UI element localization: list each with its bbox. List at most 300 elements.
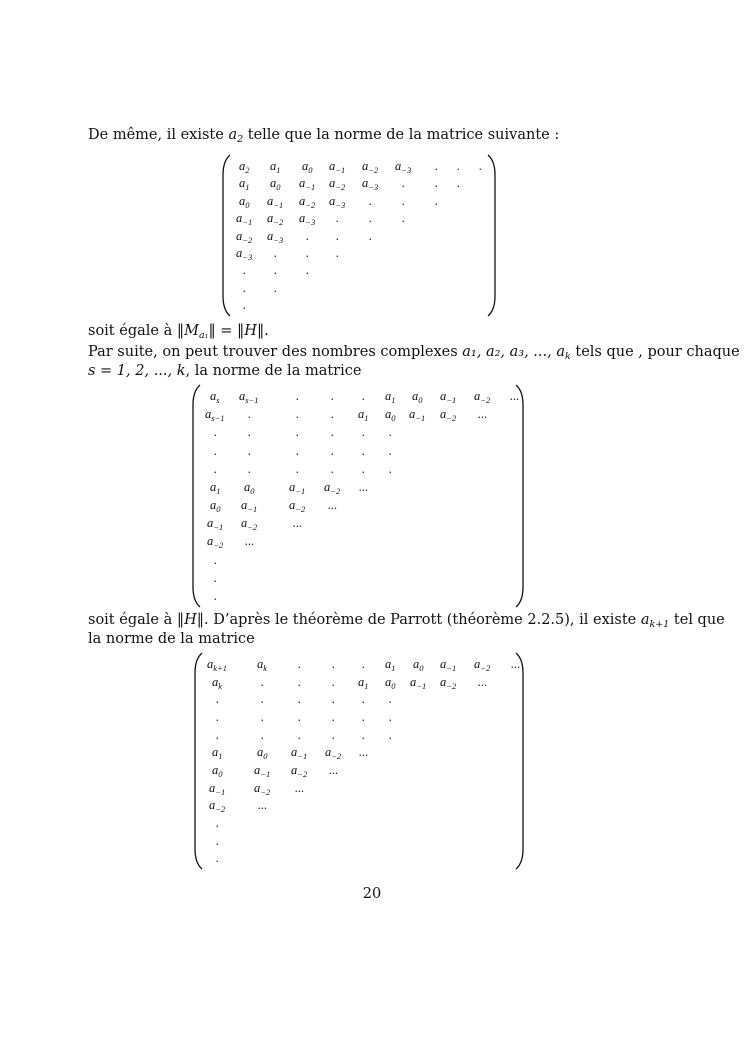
matrix-entry: . — [479, 159, 483, 173]
entry-base: a — [329, 159, 336, 173]
entry-subscript: −1 — [305, 182, 316, 192]
entry-base: a — [236, 211, 243, 225]
right-parenthesis — [516, 385, 523, 607]
entry-subscript: −2 — [297, 769, 308, 779]
matrix-entry: . — [248, 444, 252, 458]
math-expression — [462, 344, 570, 360]
entry-base: a — [207, 534, 214, 548]
entry-subscript: −1 — [242, 217, 253, 227]
entry-subscript: −2 — [247, 522, 258, 532]
entry-base: a — [236, 229, 243, 243]
matrix-entry — [212, 675, 222, 689]
paragraph-line-2 — [88, 323, 658, 340]
page-number: 20 — [362, 886, 382, 902]
matrix-entry — [210, 389, 220, 403]
matrix-entry: . — [216, 851, 220, 865]
entry-base: a — [267, 229, 274, 243]
text-fragment: Par suite, on peut trouver des nombres complexes — [88, 344, 463, 360]
entry-base: a — [212, 763, 219, 777]
entry-subscript: −1 — [416, 681, 427, 691]
right-parenthesis — [488, 155, 495, 316]
text-fragment: soit égale à — [88, 612, 177, 628]
matrix-entry — [210, 498, 221, 512]
matrix-entry: . — [296, 462, 300, 476]
matrix-entry — [299, 176, 315, 190]
matrix-entry — [324, 480, 340, 494]
text-fragment: tel que — [669, 612, 725, 628]
matrix-entry — [440, 407, 456, 421]
entry-subscript: 1 — [364, 413, 369, 423]
entry-subscript: 0 — [263, 751, 268, 761]
matrix-entry: . — [435, 194, 439, 208]
matrix-entry — [254, 763, 270, 777]
matrix-entry: . — [248, 407, 252, 421]
matrix-entry — [257, 745, 268, 759]
entry-base: a — [239, 389, 246, 403]
matrix-entry: . — [298, 728, 302, 742]
matrix-entry — [244, 480, 255, 494]
matrix-entry: . — [306, 246, 310, 260]
entry-base: a — [299, 176, 306, 190]
paragraph-line-1 — [88, 127, 658, 144]
matrix-entry: . — [216, 710, 220, 724]
paragraph-line-4 — [88, 363, 658, 380]
entry-subscript: −2 — [260, 787, 271, 797]
entry-subscript: −1 — [213, 522, 224, 532]
entry-base: a — [239, 194, 246, 208]
entry-base: a — [395, 159, 402, 173]
entry-base: a — [209, 781, 216, 795]
matrix-entry: ... — [295, 781, 305, 795]
matrix-entry: . — [298, 692, 302, 706]
entry-base: a — [385, 407, 392, 421]
text-fragment: . D’après le théorème de Parrott (théorème 2.2.5), il existe — [204, 612, 641, 628]
left-parenthesis — [193, 385, 200, 607]
entry-subscript: −1 — [297, 751, 308, 761]
entry-subscript: −2 — [331, 751, 342, 761]
entry-subscript: 0 — [276, 182, 281, 192]
matrix-entry: . — [243, 263, 247, 277]
text-fragment: De même, il existe — [88, 127, 229, 143]
matrix-entry — [299, 194, 315, 208]
entry-subscript: −1 — [446, 395, 457, 405]
entry-base: a — [291, 745, 298, 759]
entry-subscript: −3 — [273, 235, 284, 245]
matrix-entry — [239, 389, 259, 403]
entry-subscript: −1 — [335, 165, 346, 175]
entry-subscript: 0 — [391, 413, 396, 423]
matrix-entry — [410, 675, 426, 689]
matrix-entry — [291, 745, 307, 759]
matrix-entry: . — [296, 389, 300, 403]
matrix-entry — [385, 675, 396, 689]
entry-subscript: 1 — [391, 395, 396, 405]
entry-base: a — [410, 675, 417, 689]
entry-base: a — [270, 159, 277, 173]
math-subscript: k+1 — [649, 619, 670, 630]
math-subscript: 2 — [237, 134, 244, 145]
matrix-entry: . — [362, 692, 366, 706]
math-expression: ‖H‖ — [176, 612, 204, 628]
matrix-entry: ... — [258, 798, 268, 812]
entry-subscript: −1 — [260, 769, 271, 779]
text-fragment: soit égale à — [88, 323, 177, 339]
entry-subscript: s−1 — [245, 395, 259, 405]
matrix-entry — [362, 159, 378, 173]
entry-base: a — [209, 798, 216, 812]
entry-base: a — [329, 194, 336, 208]
matrix-entry: . — [216, 816, 220, 830]
math-symbol — [641, 612, 669, 628]
matrix-entry — [440, 675, 456, 689]
entry-subscript: −2 — [273, 217, 284, 227]
math-tail: ‖ = ‖H‖ — [208, 323, 265, 339]
entry-subscript: k — [218, 681, 223, 691]
matrix-entry — [236, 211, 252, 225]
matrix-entry: . — [214, 425, 218, 439]
math-base: ‖M — [176, 323, 199, 339]
matrix-entry: ... — [359, 480, 369, 494]
text-fragment: tels que , pour chaque — [570, 344, 740, 360]
entry-subscript: 2 — [245, 165, 250, 175]
matrix-entry: . — [214, 444, 218, 458]
entry-base: a — [257, 657, 264, 671]
entry-base: a — [329, 176, 336, 190]
matrix-entry: . — [435, 159, 439, 173]
entry-base: a — [289, 480, 296, 494]
matrix-entry — [385, 657, 396, 671]
entry-base: a — [241, 498, 248, 512]
entry-subscript: 1 — [218, 751, 223, 761]
matrix-entry — [358, 407, 369, 421]
entry-base: a — [440, 407, 447, 421]
math-subscript: a₁ — [198, 330, 209, 341]
matrix-entry — [474, 657, 490, 671]
entry-subscript: s−1 — [211, 413, 225, 423]
matrix-entry — [212, 745, 223, 759]
entry-subscript: 1 — [276, 165, 281, 175]
math-expression: s = 1, 2, ..., k — [88, 363, 186, 379]
matrix-entry — [205, 407, 225, 421]
entry-subscript: −2 — [295, 504, 306, 514]
matrix-entry: ... — [511, 657, 521, 671]
matrix-entry: . — [389, 425, 393, 439]
entry-subscript: 0 — [391, 681, 396, 691]
entry-base: a — [291, 763, 298, 777]
entry-subscript: 0 — [216, 504, 221, 514]
matrix-entry — [209, 781, 225, 795]
entry-subscript: 0 — [250, 486, 255, 496]
entry-subscript: −1 — [415, 413, 426, 423]
math-symbol — [228, 127, 243, 143]
entry-subscript: −2 — [242, 235, 253, 245]
matrix-entry: . — [248, 425, 252, 439]
entry-base: a — [239, 176, 246, 190]
entry-subscript: 0 — [245, 200, 250, 210]
entry-base: a — [207, 657, 214, 671]
matrix-entry — [289, 498, 305, 512]
entry-subscript: −1 — [273, 200, 284, 210]
entry-base: a — [212, 745, 219, 759]
entry-subscript: −1 — [446, 663, 457, 673]
matrix-entry: . — [369, 229, 373, 243]
entry-base: a — [324, 480, 331, 494]
matrix-entry — [329, 194, 345, 208]
matrix-entry — [440, 657, 456, 671]
matrix-entry — [362, 176, 378, 190]
matrix-entry: . — [261, 710, 265, 724]
matrix-entry: . — [362, 425, 366, 439]
matrix-entry — [239, 176, 250, 190]
matrix-entry: . — [389, 692, 393, 706]
matrix-entry: . — [298, 657, 302, 671]
matrix-entry: . — [261, 692, 265, 706]
text-fragment: . — [264, 323, 269, 339]
math-subscript: k — [565, 351, 571, 362]
matrix-entry — [236, 229, 252, 243]
matrix-entry: . — [331, 444, 335, 458]
matrix-entry: . — [362, 389, 366, 403]
entry-base: a — [362, 176, 369, 190]
matrix-entry: . — [402, 176, 406, 190]
entry-base: a — [412, 389, 419, 403]
matrix-entry — [212, 763, 223, 777]
entry-subscript: −3 — [305, 217, 316, 227]
entry-base: a — [212, 675, 219, 689]
matrix-entry: ... — [329, 763, 339, 777]
entry-base: a — [385, 675, 392, 689]
matrix-entry: ... — [478, 407, 488, 421]
matrix-entry: . — [214, 553, 218, 567]
text-fragment: la norme de la matrice — [88, 631, 255, 647]
right-parenthesis — [516, 653, 523, 869]
matrix-entry: . — [298, 675, 302, 689]
matrix-entry: . — [214, 462, 218, 476]
matrix-entry: . — [331, 462, 335, 476]
matrix-brackets — [222, 155, 496, 316]
matrix-1 — [222, 155, 496, 316]
entry-subscript: 0 — [419, 663, 424, 673]
text-fragment: , la norme de la matrice — [185, 363, 362, 379]
entry-subscript: −1 — [295, 486, 306, 496]
math-base: a₁, a₂, a₃, ..., a — [462, 344, 565, 360]
matrix-entry: ... — [478, 675, 488, 689]
matrix-entry — [257, 657, 267, 671]
matrix-entry: ... — [359, 745, 369, 759]
left-parenthesis — [223, 155, 230, 316]
matrix-entry: . — [457, 159, 461, 173]
entry-base: a — [239, 159, 246, 173]
matrix-entry: . — [457, 176, 461, 190]
entry-subscript: k+1 — [213, 663, 228, 673]
matrix-entry — [299, 211, 315, 225]
entry-base: a — [241, 516, 248, 530]
matrix-entry: . — [214, 589, 218, 603]
matrix-entry: . — [296, 444, 300, 458]
matrix-entry: . — [298, 710, 302, 724]
matrix-entry — [207, 516, 223, 530]
entry-base: a — [385, 657, 392, 671]
entry-subscript: −2 — [446, 413, 457, 423]
entry-subscript: −2 — [368, 165, 379, 175]
matrix-entry: . — [362, 462, 366, 476]
matrix-entry — [207, 657, 227, 671]
entry-base: a — [358, 407, 365, 421]
matrix-entry: . — [261, 728, 265, 742]
matrix-entry: . — [261, 675, 265, 689]
matrix-entry — [207, 534, 223, 548]
entry-subscript: −2 — [480, 395, 491, 405]
matrix-entry — [267, 211, 283, 225]
entry-base: a — [325, 745, 332, 759]
matrix-entry: . — [362, 710, 366, 724]
entry-subscript: 0 — [418, 395, 423, 405]
matrix-entry: . — [369, 194, 373, 208]
entry-subscript: −2 — [213, 540, 224, 550]
matrix-entry — [291, 763, 307, 777]
matrix-entry: . — [389, 728, 393, 742]
matrix-entry: . — [214, 571, 218, 585]
entry-base: a — [440, 657, 447, 671]
matrix-entry: . — [306, 263, 310, 277]
entry-subscript: −1 — [247, 504, 258, 514]
matrix-entry: . — [389, 710, 393, 724]
matrix-entry: . — [332, 657, 336, 671]
matrix-entry — [325, 745, 341, 759]
entry-subscript: 1 — [245, 182, 250, 192]
entry-subscript: −3 — [368, 182, 379, 192]
entry-base: a — [302, 159, 309, 173]
entry-subscript: −2 — [480, 663, 491, 673]
matrix-entry: . — [402, 194, 406, 208]
entry-subscript: −3 — [242, 252, 253, 262]
entry-base: a — [474, 389, 481, 403]
entry-base: a — [289, 498, 296, 512]
entry-subscript: −2 — [446, 681, 457, 691]
paragraph-line-5 — [88, 612, 725, 630]
matrix-entry: . — [274, 263, 278, 277]
matrix-entry — [412, 389, 423, 403]
entry-base: a — [254, 763, 261, 777]
matrix-3 — [194, 653, 524, 869]
matrix-entry: . — [332, 692, 336, 706]
entry-subscript: −2 — [330, 486, 341, 496]
matrix-entry — [413, 657, 424, 671]
matrix-entry — [241, 516, 257, 530]
entry-subscript: −3 — [335, 200, 346, 210]
matrix-entry: . — [369, 211, 373, 225]
entry-subscript: 0 — [218, 769, 223, 779]
matrix-entry: . — [331, 407, 335, 421]
matrix-entry — [209, 798, 225, 812]
matrix-entry — [267, 194, 283, 208]
entry-base: a — [362, 159, 369, 173]
matrix-entry — [329, 159, 345, 173]
entry-subscript: −2 — [215, 804, 226, 814]
entry-subscript: 1 — [216, 486, 221, 496]
entry-base: a — [254, 781, 261, 795]
matrix-entry: . — [216, 834, 220, 848]
matrix-entry: . — [243, 281, 247, 295]
entry-subscript: −3 — [401, 165, 412, 175]
matrix-entry — [302, 159, 313, 173]
math-expression — [177, 323, 264, 339]
entry-base: a — [205, 407, 212, 421]
entry-base: a — [210, 480, 217, 494]
matrix-entry: . — [248, 462, 252, 476]
matrix-entry: . — [331, 425, 335, 439]
matrix-entry: ... — [293, 516, 303, 530]
text-fragment: telle que la norme de la matrice suivante : — [243, 127, 560, 143]
matrix-entry: . — [362, 657, 366, 671]
entry-base: a — [210, 389, 217, 403]
entry-base: a — [413, 657, 420, 671]
matrix-entry — [358, 675, 369, 689]
entry-base: a — [257, 745, 264, 759]
entry-base: a — [207, 516, 214, 530]
entry-subscript: s — [216, 395, 220, 405]
matrix-entry: . — [336, 246, 340, 260]
matrix-entry: . — [362, 444, 366, 458]
matrix-entry: . — [332, 728, 336, 742]
entry-base: a — [270, 176, 277, 190]
math-base: a — [228, 127, 238, 143]
matrix-entry: . — [336, 211, 340, 225]
matrix-entry — [267, 229, 283, 243]
entry-subscript: −1 — [215, 787, 226, 797]
matrix-entry: . — [402, 211, 406, 225]
matrix-entry: ... — [245, 534, 255, 548]
matrix-entry — [241, 498, 257, 512]
entry-subscript: −2 — [335, 182, 346, 192]
matrix-entry: ... — [510, 389, 520, 403]
entry-base: a — [409, 407, 416, 421]
matrix-entry: . — [331, 389, 335, 403]
matrix-entry: . — [243, 298, 247, 312]
entry-base: a — [299, 211, 306, 225]
entry-base: a — [210, 498, 217, 512]
matrix-entry — [239, 194, 250, 208]
matrix-entry — [409, 407, 425, 421]
entry-base: a — [440, 675, 447, 689]
matrix-entry: ... — [328, 498, 338, 512]
entry-base: a — [474, 657, 481, 671]
entry-base: a — [358, 675, 365, 689]
math-base: a — [640, 612, 650, 628]
matrix-entry: . — [296, 407, 300, 421]
entry-base: a — [267, 211, 274, 225]
matrix-entry — [270, 176, 281, 190]
matrix-entry: . — [389, 444, 393, 458]
matrix-entry: . — [389, 462, 393, 476]
matrix-entry: . — [274, 246, 278, 260]
matrix-entry — [210, 480, 221, 494]
matrix-entry — [236, 246, 252, 260]
entry-subscript: 1 — [364, 681, 369, 691]
entry-base: a — [244, 480, 251, 494]
matrix-entry — [329, 176, 345, 190]
matrix-2 — [192, 385, 524, 607]
matrix-entry — [254, 781, 270, 795]
entry-base: a — [385, 389, 392, 403]
matrix-entry: . — [332, 710, 336, 724]
matrix-entry: . — [336, 229, 340, 243]
matrix-entry: . — [216, 728, 220, 742]
matrix-entry — [395, 159, 411, 173]
paragraph-line-3 — [88, 344, 740, 362]
matrix-entry: . — [274, 281, 278, 295]
entry-subscript: 0 — [308, 165, 313, 175]
